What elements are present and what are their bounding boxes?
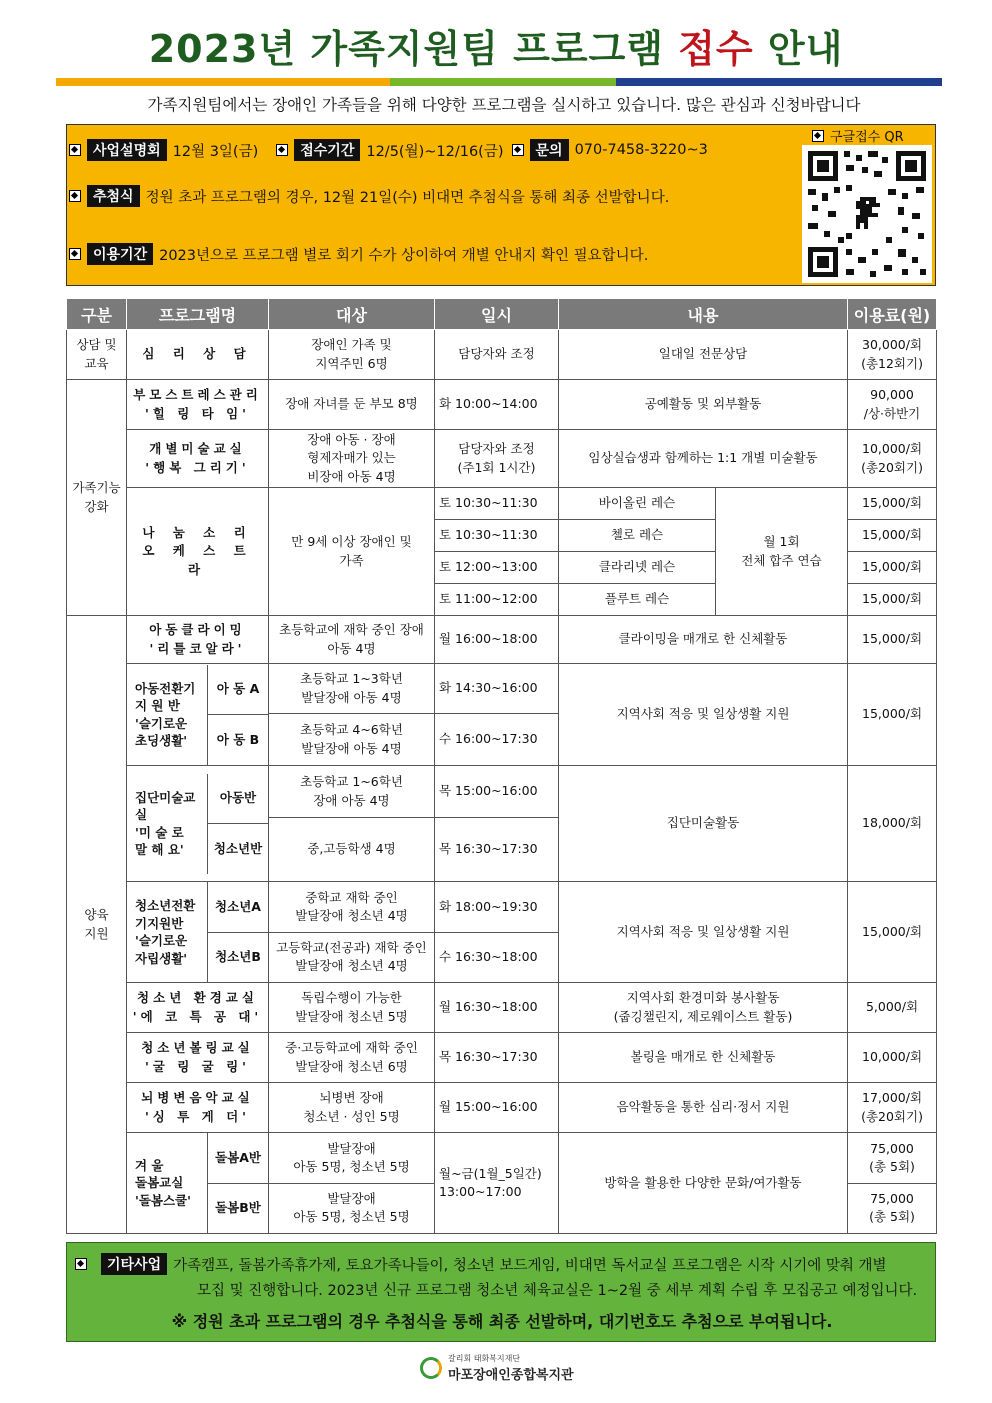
intro-text: 가족지원팀에서는 장애인 가족들을 위해 다양한 프로그램을 실시하고 있습니다. 많은 관심과 신청바랍니다 — [147, 96, 861, 114]
program-name: 나 눔 소 리 오 케 스 트 라 — [127, 488, 269, 616]
program-target: 발달장애 아동 5명, 청소년 5명 — [269, 1133, 435, 1184]
program-content: 지역사회 적응 및 일상생활 지원 — [559, 664, 848, 766]
etc-line-1 — [75, 1253, 887, 1275]
program-title: 집단미술교실 '미 술 로 말 해 요' — [131, 774, 208, 874]
briefing-label: 사업설명회 — [87, 139, 167, 161]
table-row — [67, 882, 937, 933]
qr-code[interactable] — [802, 145, 932, 283]
program-target: 중·고등학교에 재학 중인 발달장애 청소년 6명 — [269, 1033, 435, 1083]
program-title: 아동전환기 지 원 반 '슬기로운 초딩생활' — [131, 665, 208, 765]
program-time: 화 10:00~14:00 — [435, 380, 559, 430]
program-fee: 75,000 (총 5회) — [848, 1133, 937, 1184]
program-name-split — [131, 1133, 268, 1233]
program-fee: 75,000 (총 5회) — [848, 1183, 937, 1234]
program-name-split — [131, 774, 268, 874]
header-content: 내용 — [559, 299, 848, 330]
program-content: 클라이밍을 매개로 한 신체활동 — [559, 616, 848, 664]
org-name: 마포장애인종합복지관 — [448, 1368, 574, 1383]
category-counsel: 상담 및 교육 — [67, 330, 127, 380]
sub-labels — [208, 774, 268, 874]
category-parenting: 양육 지원 — [67, 616, 127, 1234]
diamond-bullet-icon — [69, 144, 81, 156]
sub-group-label: 돌봄B반 — [215, 1200, 261, 1216]
sub-labels — [208, 665, 268, 765]
program-fee: 15,000/회 — [848, 552, 937, 584]
program-name — [127, 664, 269, 766]
program-time: 목 16:30~17:30 — [435, 818, 559, 882]
program-time: 목 15:00~16:00 — [435, 766, 559, 818]
header-time: 일시 — [435, 299, 559, 330]
program-target: 만 9세 이상 장애인 및 가족 — [269, 488, 435, 616]
etc-box — [66, 1242, 936, 1342]
org-small: 갈리회 태화복지재단 — [448, 1354, 521, 1363]
program-target: 장애 아동 · 장애 형제자매가 있는 비장애 아동 4명 — [269, 430, 435, 488]
table-header-row — [67, 299, 937, 330]
program-target: 초등학교에 재학 중인 장애 아동 4명 — [269, 616, 435, 664]
program-content: 집단미술활동 — [559, 766, 848, 882]
program-name-split — [131, 882, 268, 982]
reception-label: 접수기간 — [294, 139, 360, 161]
program-time: 담당자와 조정 (주1회 1시간) — [435, 430, 559, 488]
program-fee: 10,000/회 (총20회기) — [848, 430, 937, 488]
org-logo-icon — [420, 1357, 442, 1379]
program-target: 발달장애 아동 5명, 청소년 5명 — [269, 1183, 435, 1234]
table-row — [67, 766, 937, 818]
diamond-bullet-icon — [276, 144, 288, 156]
program-fee: 15,000/회 — [848, 882, 937, 983]
program-fee: 18,000/회 — [848, 766, 937, 882]
program-fee: 15,000/회 — [848, 616, 937, 664]
program-target: 고등학교(전공과) 재학 중인 발달장애 청소년 4명 — [269, 932, 435, 983]
program-fee: 90,000 /상·하반기 — [848, 380, 937, 430]
lesson-name: 첼로 레슨 — [559, 520, 716, 552]
program-target: 초등학교 4~6학년 발달장애 아동 4명 — [269, 714, 435, 766]
program-content: 일대일 전문상담 — [559, 330, 848, 380]
diamond-bullet-icon — [75, 1258, 87, 1270]
program-name — [127, 1133, 269, 1234]
diamond-bullet-icon — [512, 144, 524, 156]
table-row — [67, 488, 937, 520]
lesson-name: 플루트 레슨 — [559, 584, 716, 616]
program-target: 장애 자녀를 둔 부모 8명 — [269, 380, 435, 430]
reception-value: 12/5(월)~12/16(금) — [366, 143, 504, 160]
header-category: 구분 — [67, 299, 127, 330]
program-name: 부모스트레스관리 '힐 링 타 임' — [127, 380, 269, 430]
diamond-bullet-icon — [812, 130, 824, 142]
program-time: 담당자와 조정 — [435, 330, 559, 380]
diamond-bullet-icon — [69, 248, 81, 260]
program-time: 월 15:00~16:00 — [435, 1083, 559, 1133]
sub-group-label: 아 동 A — [208, 665, 268, 716]
program-content: 지역사회 환경미화 봉사활동 (줍깅챌린지, 제로웨이스트 활동) — [559, 983, 848, 1033]
title-stripe — [56, 78, 942, 86]
diamond-bullet-icon — [69, 190, 81, 202]
program-time: 수 16:00~17:30 — [435, 714, 559, 766]
program-time: 월 16:00~18:00 — [435, 616, 559, 664]
program-time: 토 11:00~12:00 — [435, 584, 559, 616]
header-target: 대상 — [269, 299, 435, 330]
table-row — [67, 1033, 937, 1083]
program-time: 화 18:00~19:30 — [435, 882, 559, 933]
qr-label: 구글접수 QR — [812, 126, 904, 145]
program-target: 뇌병변 장애 청소년 · 성인 5명 — [269, 1083, 435, 1133]
footer-logo — [420, 1353, 574, 1383]
program-target: 초등학교 1~6학년 장애 아동 4명 — [269, 766, 435, 818]
program-content: 음악활동을 통한 심리·정서 지원 — [559, 1083, 848, 1133]
table-row — [67, 1083, 937, 1133]
period-value: 2023년으로 프로그램 별로 회기 수가 상이하여 개별 안내지 확인 필요합니다. — [159, 247, 649, 264]
table-row — [67, 616, 937, 664]
program-time: 토 10:30~11:30 — [435, 488, 559, 520]
program-fee: 15,000/회 — [848, 488, 937, 520]
sub-group-label: 돌봄A반 — [208, 1133, 268, 1184]
program-name: 청소년볼링교실 '굴 링 굴 링' — [127, 1033, 269, 1083]
info-row-3 — [69, 243, 648, 265]
program-fee: 5,000/회 — [848, 983, 937, 1033]
table-row — [67, 983, 937, 1033]
lottery-label: 추첨식 — [87, 185, 140, 207]
sub-group-label: 아 동 B — [216, 731, 260, 747]
program-target: 장애인 가족 및 지역주민 6명 — [269, 330, 435, 380]
program-time: 토 12:00~13:00 — [435, 552, 559, 584]
program-fee: 17,000/회 (총20회기) — [848, 1083, 937, 1133]
program-fee: 15,000/회 — [848, 520, 937, 552]
sub-labels — [208, 882, 268, 982]
program-time: 화 14:30~16:00 — [435, 664, 559, 714]
sub-group-label: 청소년반 — [213, 840, 263, 856]
program-name: 아동클라이밍 '리틀코알라' — [127, 616, 269, 664]
program-name: 청소년 환경교실 '에 코 특 공 대' — [127, 983, 269, 1033]
program-content: 방학을 활용한 다양한 문화/여가활동 — [559, 1133, 848, 1234]
program-time: 목 16:30~17:30 — [435, 1033, 559, 1083]
table-row — [67, 330, 937, 380]
program-name: 뇌병변음악교실 '싱 투 게 더' — [127, 1083, 269, 1133]
program-name: 개별미술교실 '행복 그리기' — [127, 430, 269, 488]
info-row-1 — [69, 139, 708, 161]
program-content: 지역사회 적응 및 일상생활 지원 — [559, 882, 848, 983]
table-row — [67, 1133, 937, 1184]
program-content: 공예활동 및 외부활동 — [559, 380, 848, 430]
program-time: 월~금(1월_5일간) 13:00~17:00 — [435, 1133, 559, 1234]
header-fee: 이용료(원) — [848, 299, 937, 330]
sub-labels — [208, 1133, 268, 1233]
sub-group-label: 청소년B — [215, 949, 261, 965]
etc-label: 기타사업 — [101, 1253, 167, 1275]
program-time: 월 16:30~18:00 — [435, 983, 559, 1033]
program-content: 월 1회 전체 합주 연습 — [716, 488, 848, 616]
program-title: 청소년전환 기지원반 '슬기로운 자립생활' — [131, 882, 208, 982]
table-row — [67, 380, 937, 430]
program-fee: 15,000/회 — [848, 664, 937, 766]
program-content: 임상실습생과 함께하는 1:1 개별 미술활동 — [559, 430, 848, 488]
info-box — [66, 124, 936, 286]
program-name — [127, 882, 269, 983]
program-time: 토 10:30~11:30 — [435, 520, 559, 552]
program-target: 중,고등학생 4명 — [269, 818, 435, 882]
period-label: 이용기간 — [87, 243, 153, 265]
contact-label: 문의 — [530, 139, 569, 161]
program-name-split — [131, 665, 268, 765]
program-target: 중학교 재학 중인 발달장애 청소년 4명 — [269, 882, 435, 933]
program-title: 겨 울 돌봄교실 '돌봄스쿨' — [131, 1133, 208, 1233]
briefing-value: 12월 3일(금) — [172, 143, 259, 160]
table-row — [67, 664, 937, 714]
etc-text-1: 가족캠프, 돌봄가족휴가제, 토요가족나들이, 청소년 보드게임, 비대면 독서교실 프로그램은 시작 시기에 맞춰 개별 — [173, 1257, 887, 1274]
program-target: 독립수행이 가능한 발달장애 청소년 5명 — [269, 983, 435, 1033]
sub-group-label: 아동반 — [208, 774, 268, 825]
etc-text-2: 모집 및 진행합니다. 2023년 신규 프로그램 청소년 체육교실은 1~2월 중 세부 계획 수립 후 모집공고 예정입니다. — [197, 1283, 918, 1299]
sub-group-label: 청소년A — [208, 882, 268, 933]
program-target: 초등학교 1~3학년 발달장애 아동 4명 — [269, 664, 435, 714]
program-name — [127, 766, 269, 882]
contact-value: 070-7458-3220~3 — [574, 142, 708, 158]
program-content: 볼링을 매개로 한 신체활동 — [559, 1033, 848, 1083]
etc-notice: ※ 정원 초과 프로그램의 경우 추첨식을 통해 최종 선발하며, 대기번호도 추첨으로 부여됩니다. — [171, 1312, 833, 1331]
program-fee: 10,000/회 — [848, 1033, 937, 1083]
program-fee: 15,000/회 — [848, 584, 937, 616]
lesson-name: 바이올린 레슨 — [559, 488, 716, 520]
table-row — [67, 430, 937, 488]
lottery-value: 정원 초과 프로그램의 경우, 12월 21일(수) 비대면 추첨식을 통해 최종 선발합니다. — [145, 189, 670, 206]
page-title: 2023년 가족지원팀 프로그램 접수 안내 — [148, 27, 844, 71]
category-family: 가족기능 강화 — [67, 380, 127, 616]
lesson-name: 클라리넷 레슨 — [559, 552, 716, 584]
program-fee: 30,000/회 (총12회기) — [848, 330, 937, 380]
info-row-2 — [69, 185, 669, 207]
header-program: 프로그램명 — [127, 299, 269, 330]
program-table — [66, 298, 937, 1234]
program-name: 심 리 상 담 — [127, 330, 269, 380]
program-time: 수 16:30~18:00 — [435, 932, 559, 983]
